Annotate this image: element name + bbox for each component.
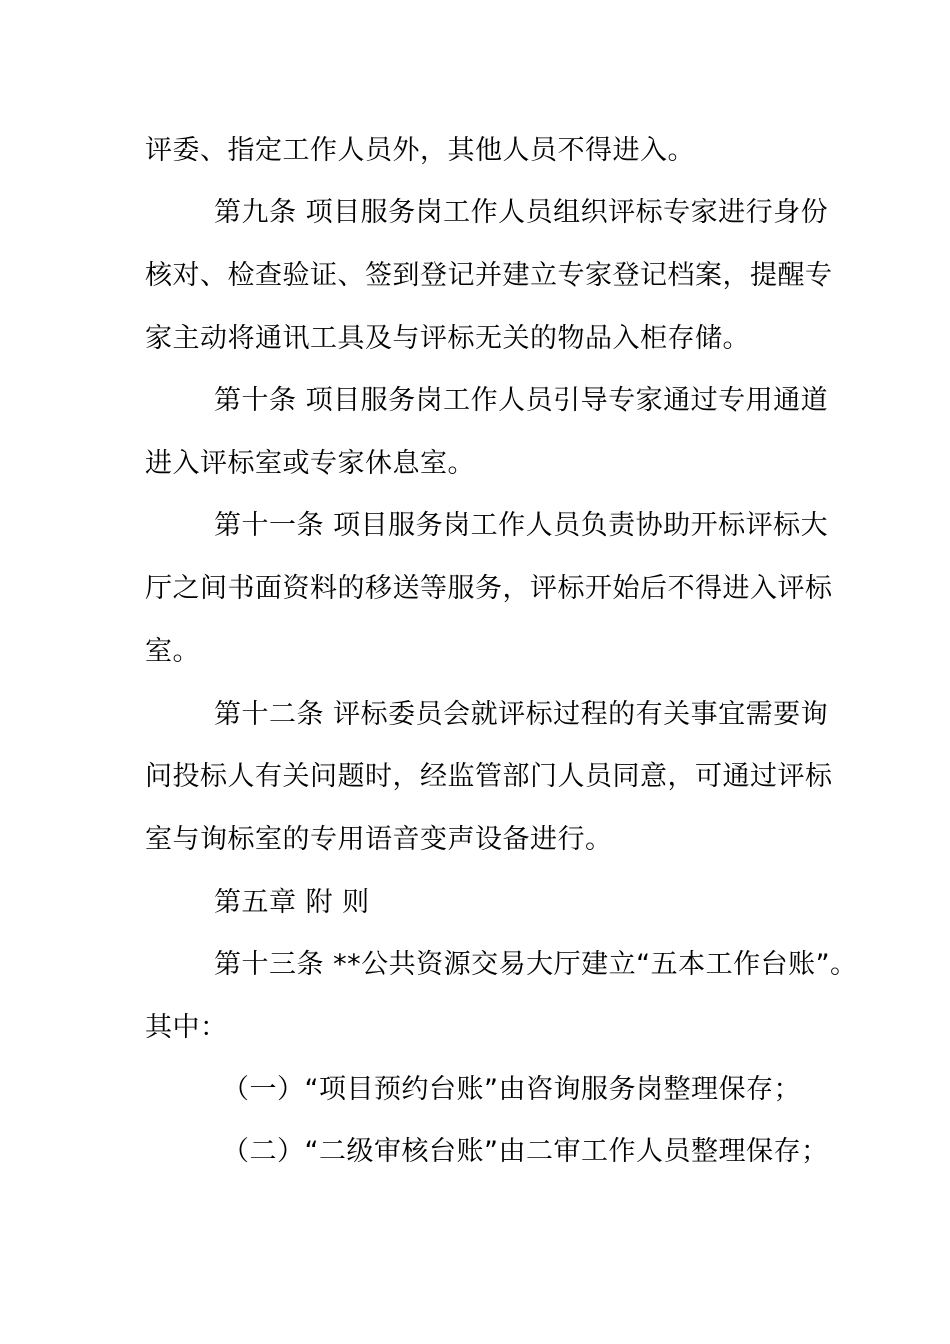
article-13-heading-line: 第十三条 **公共资源交易大厅建立“五本工作台账”。 [214,949,858,980]
text-line: 家主动将通讯工具及与评标无关的物品入柜存储。 [145,323,750,354]
text-line: 室与询标室的专用语音变声设备进行。 [145,824,613,855]
article-11-heading-line: 第十一条 项目服务岗工作人员负责协助开标评标大 [214,510,829,541]
text-line: 进入评标室或专家休息室。 [145,448,475,479]
text-line: 问投标人有关问题时，经监管部门人员同意，可通过评标 [145,761,833,792]
list-item: （一）“项目预约台账”由咨询服务岗整理保存； [222,1074,801,1105]
list-item: （二）“二级审核台账”由二审工作人员整理保存； [222,1136,829,1167]
text-line: 厅之间书面资料的移送等服务，评标开始后不得进入评标 [145,573,833,604]
article-12-heading-line: 第十二条 评标委员会就评标过程的有关事宜需要询 [214,699,829,730]
text-line: 室。 [145,636,200,667]
text-line: 评委、指定工作人员外，其他人员不得进入。 [145,135,695,166]
article-10-heading-line: 第十条 项目服务岗工作人员引导专家通过专用通道 [214,385,829,416]
article-9-heading-line: 第九条 项目服务岗工作人员组织评标专家进行身份 [214,197,829,228]
text-line: 其中： [145,1012,228,1043]
chapter-5-heading: 第五章 附 则 [214,887,370,918]
text-line: 核对、检查验证、签到登记并建立专家登记档案，提醒专 [145,260,833,291]
